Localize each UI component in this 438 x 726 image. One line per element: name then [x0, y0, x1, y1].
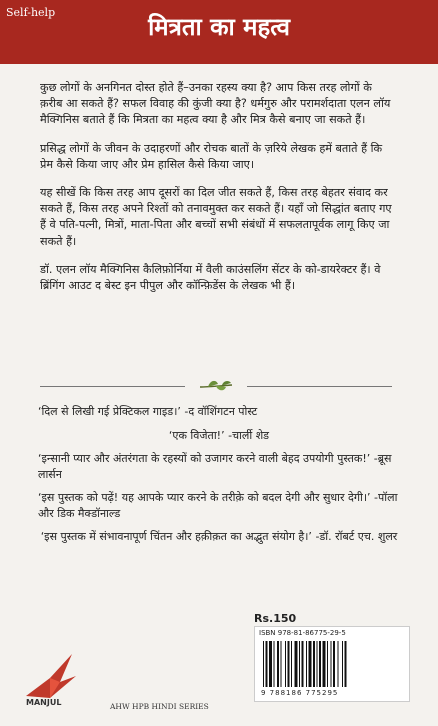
barcode-bar	[327, 641, 328, 687]
quote-item	[38, 404, 400, 420]
barcode-bar	[338, 641, 339, 687]
blurb-paragraph: कुछ लोगों के अनगिनत दोस्त होते हैं–उनका रहस्य क्या है? आप किस तरह लोगों के क़रीब आ सकते हैं? सफल विवाह की कुंजी क्या है? धर्मगुरु और परामर्शदाता एलन लॉय मैक्गिनिस बताते हैं कि मित्रता का महत्व क्या है और मित्र कैसे बनाए जा सकते हैं।	[40, 81, 391, 127]
barcode-bar	[342, 641, 343, 687]
quote-source: -ब्रूस लार्सन	[38, 452, 392, 481]
quote-text: ‘इन्सानी प्यार और अंतरंगता के रहस्यों को उजागर करने वाली बेहद उपयोगी पुस्तक!’	[38, 452, 371, 465]
barcode-bar	[263, 641, 264, 687]
leaf-icon	[198, 378, 234, 394]
blurb-paragraph: यह सीखें कि किस तरह आप दूसरों का दिल जीत सकते हैं, किस तरह बेहतर संवाद कर सकते हैं, किस तरह अपने रिश्तों को तनावमुक्त कर सकते हैं। यहाँ जो सिद्धांत बताए गए हैं वे पति-पत्नी, मित्रों, माता-पिता और बच्चों सभी संबंधों में सफलतापूर्वक लागू किए जा सकते हैं।	[40, 186, 392, 248]
book-title: मित्रता का महत्व	[148, 13, 290, 41]
praise-quotes	[38, 404, 400, 553]
isbn-text: ISBN 978-81-86775-29-5	[259, 629, 346, 637]
quote-source: -चार्ली शेड	[228, 428, 270, 442]
quote-source: -डॉ. रॉबर्ट एच. शुलर	[315, 530, 398, 543]
divider-line-left	[40, 386, 185, 387]
barcode-bar	[345, 641, 347, 687]
barcode-bar	[274, 641, 275, 687]
quote-text: ‘इस पुस्तक में संभावनापूर्ण चिंतन और हक़ीक़त का अद्भुत संयोग है।’	[40, 530, 312, 543]
barcode-bar	[277, 641, 279, 687]
quote-item	[38, 529, 400, 545]
series-name: AHW HPB HINDI SERIES	[110, 702, 209, 711]
barcode	[254, 626, 410, 702]
barcode-bar	[313, 641, 315, 687]
quote-item	[38, 490, 400, 521]
divider-line-right	[247, 386, 392, 387]
ornament-divider	[40, 378, 392, 394]
quote-item	[38, 451, 400, 482]
bird-logo-icon	[20, 648, 80, 704]
barcode-bar	[333, 641, 335, 687]
barcode-bar	[288, 641, 290, 687]
barcode-bar	[306, 641, 307, 687]
price-label: Rs.150	[254, 612, 297, 625]
header-band	[0, 0, 438, 64]
barcode-bar	[281, 641, 282, 687]
quote-source: -द वॉशिंगटन पोस्ट	[184, 405, 258, 418]
barcode-bar	[299, 641, 300, 687]
barcode-bar	[291, 641, 292, 687]
quote-text: ‘इस पुस्तक को पढ़ें! यह आपके प्यार करने के तरीक़े को बदल देगी और सुधार देगी।’	[38, 491, 371, 504]
quote-text: ‘एक विजेता!’	[168, 428, 225, 442]
barcode-bar	[323, 641, 326, 687]
quote-source: -पॉला और डिक मैक्डॉनाल्ड	[38, 491, 398, 520]
barcode-bar	[331, 641, 332, 687]
barcode-bar	[302, 641, 304, 687]
barcode-bar	[266, 641, 268, 687]
quote-text: ‘दिल से लिखी गई प्रेक्टिकल गाइड।’	[38, 405, 181, 418]
genre-tag: Self-help	[6, 6, 56, 19]
barcode-number: 9 788186 775295	[261, 689, 339, 697]
barcode-bar	[309, 641, 312, 687]
barcode-bar	[285, 641, 286, 687]
barcode-bar	[269, 641, 272, 687]
author-bio: डॉ. एलन लॉय मैक्गिनिस कैलिफ़ोर्निया में वैली काउंसलिंग सेंटर के को-डायरेक्टर हैं। वे ब्रिंगिंग आउट द बेस्ट इन पीपुल और कॉन्फ़िडेंस के लेखक भी हैं।	[40, 262, 381, 293]
barcode-bar	[317, 641, 318, 687]
quote-item	[38, 428, 400, 444]
blurb	[40, 80, 392, 306]
barcode-bar	[295, 641, 298, 687]
blurb-paragraph: प्रसिद्ध लोगों के जीवन के उदाहरणों और रोचक बातों के ज़रिये लेखक हमें बताते हैं कि प्रेम कैसे किया जाए और प्रेम हासिल कैसे किया जाए।	[40, 141, 383, 171]
barcode-bars	[261, 641, 403, 687]
publisher-name: MANJUL	[26, 698, 62, 707]
barcode-bar	[319, 641, 321, 687]
